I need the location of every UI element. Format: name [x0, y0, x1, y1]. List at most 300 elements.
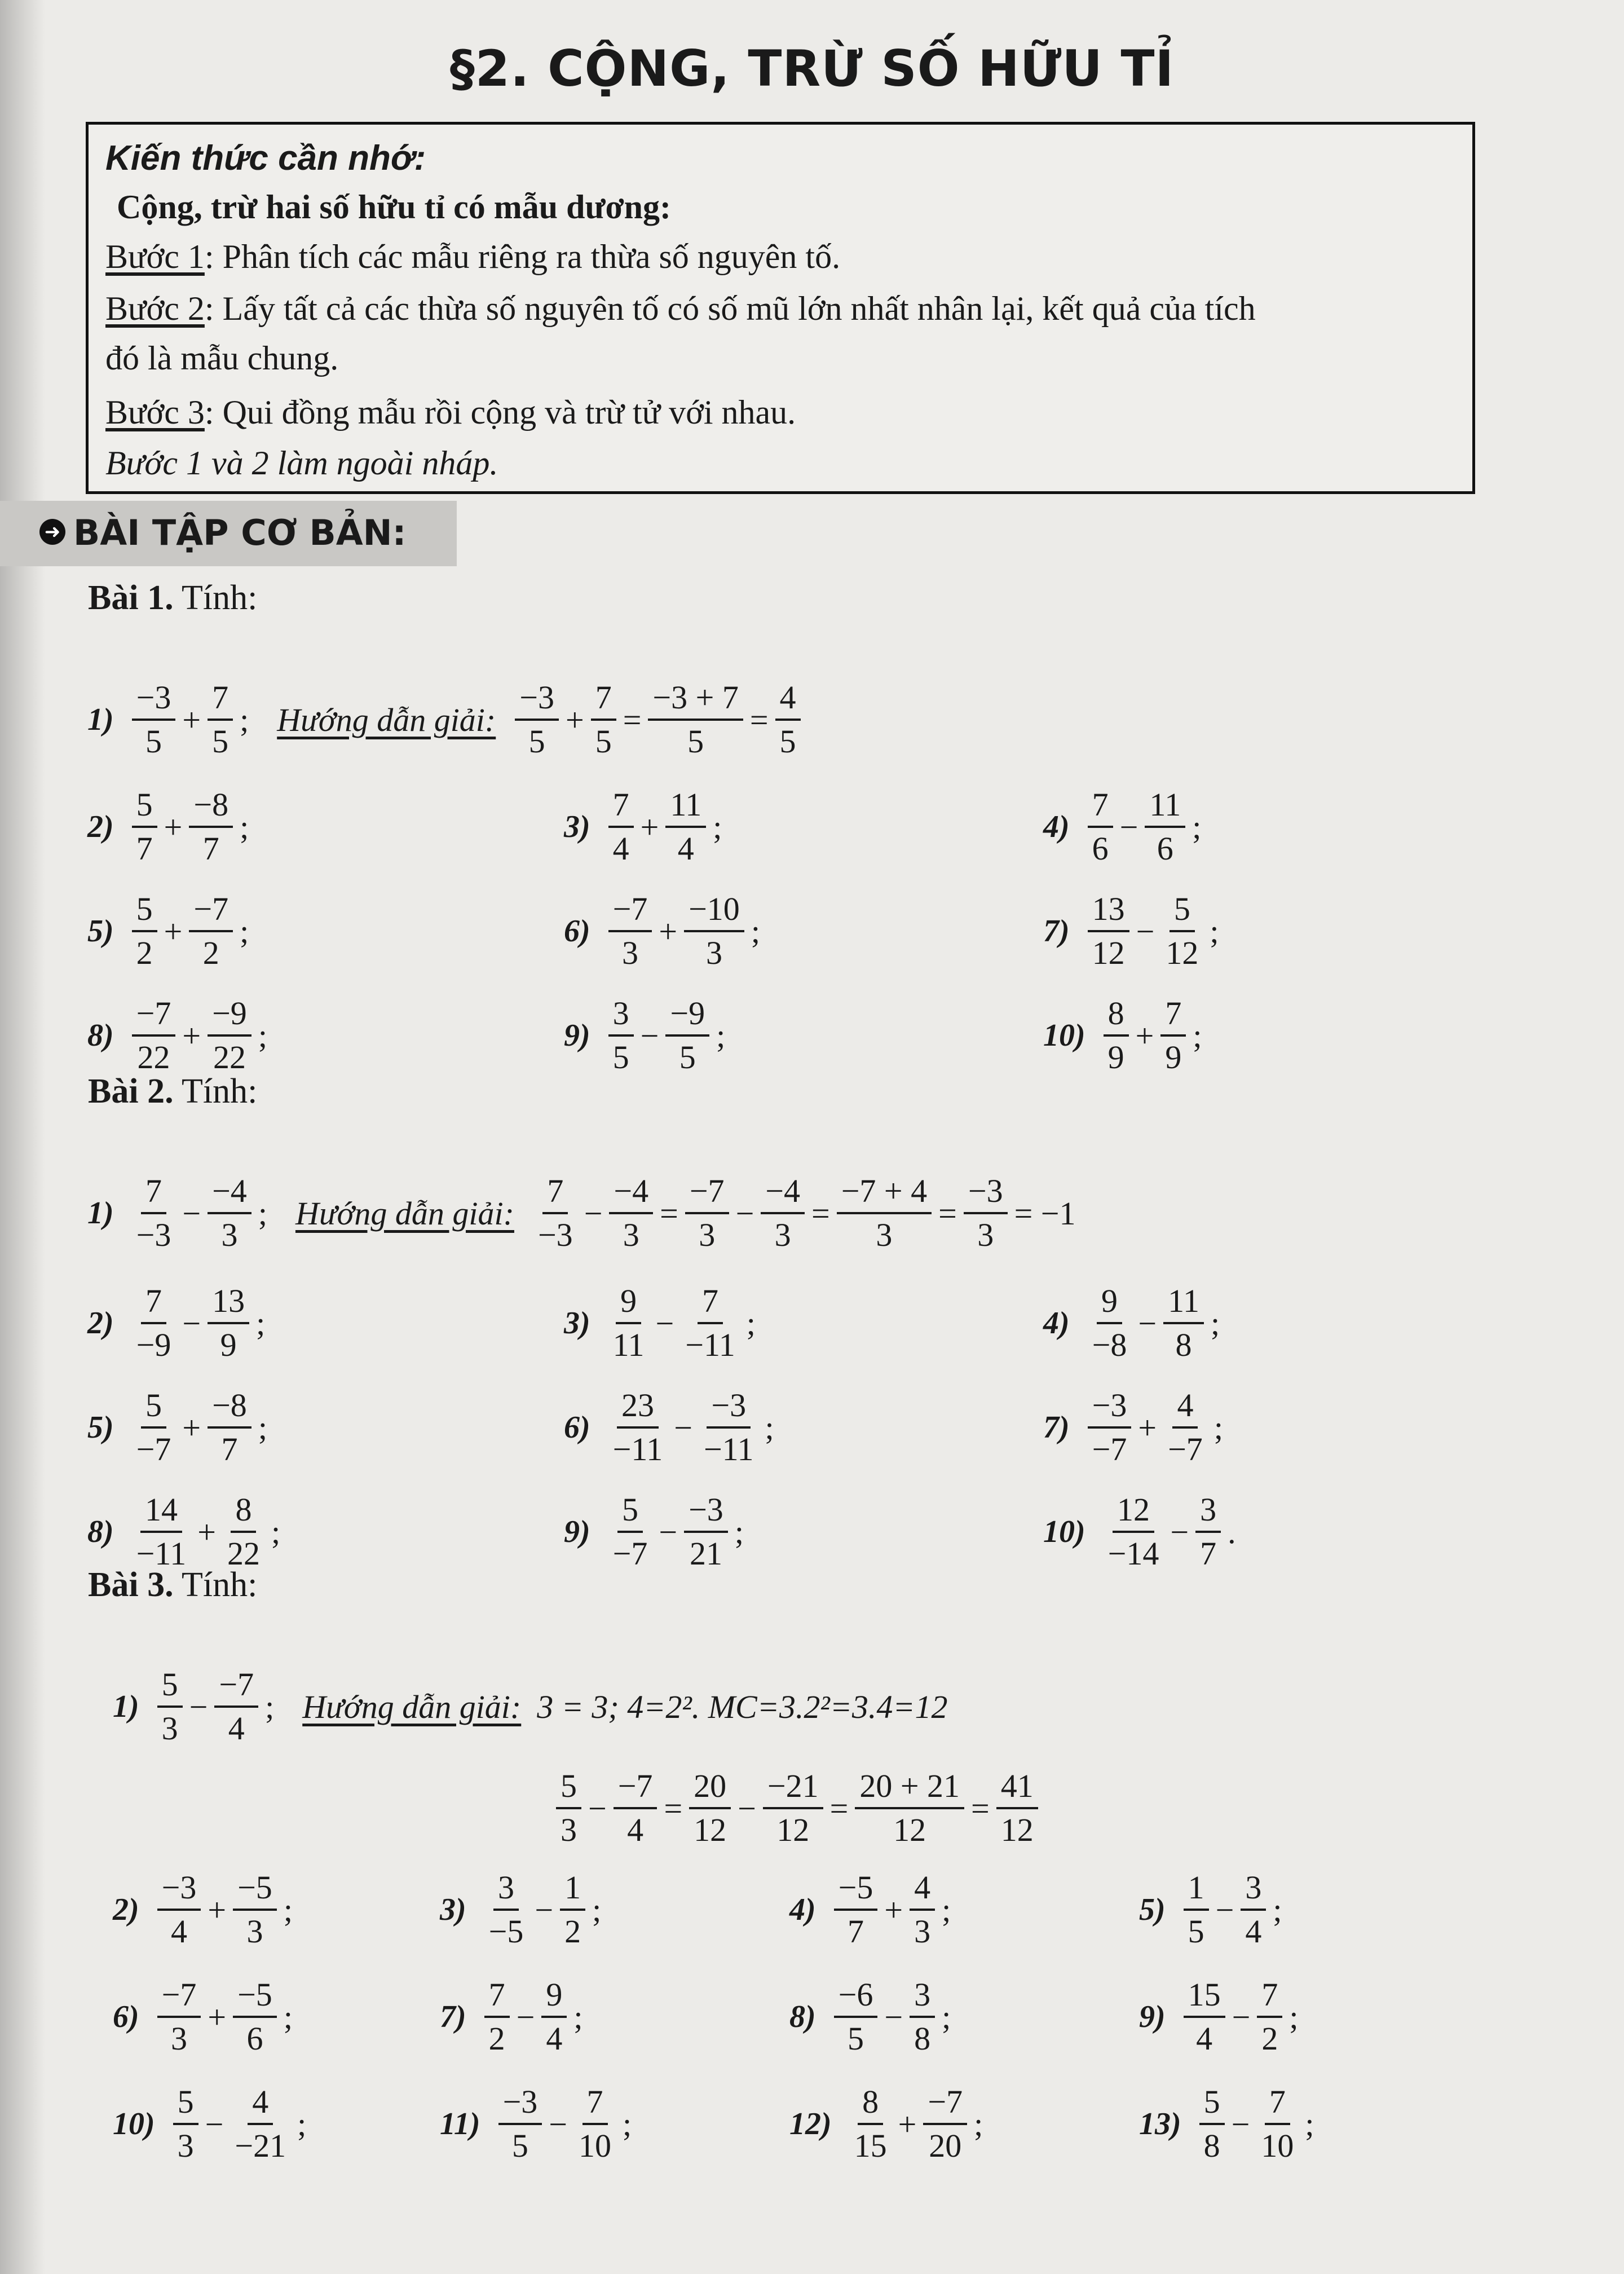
- fraction: [1088, 888, 1129, 974]
- fraction: [515, 677, 559, 763]
- fraction: [775, 677, 801, 763]
- operator: +: [164, 913, 183, 950]
- fraction: [157, 1974, 201, 2060]
- fraction: [763, 1765, 823, 1851]
- numerator: 4: [775, 677, 801, 721]
- punctuation: ;: [283, 1891, 293, 1928]
- denominator: −11: [685, 1326, 735, 1363]
- numerator: 15: [1184, 1974, 1225, 2018]
- fraction: [685, 1170, 729, 1256]
- knowledge-note: Bước 1 và 2 làm ngoài nháp.: [105, 444, 498, 482]
- operator: =: [829, 1790, 849, 1827]
- denominator: 5: [612, 1039, 629, 1076]
- punctuation: ;: [592, 1891, 602, 1928]
- page-title: §2. CỘNG, TRỪ SỐ HỮU TỈ: [449, 39, 1175, 98]
- fraction: [157, 1664, 183, 1749]
- numerator: 5: [132, 784, 157, 828]
- operator: =: [971, 1790, 990, 1827]
- problem-number: 3): [564, 809, 590, 844]
- denominator: 5: [528, 723, 545, 760]
- problem-number: 10): [1043, 1018, 1085, 1053]
- denominator: 9: [1107, 1039, 1124, 1076]
- problem-expression: [113, 2081, 306, 2167]
- fraction: [855, 1765, 964, 1851]
- numerator: −5: [834, 1867, 878, 1911]
- problem-number: 4): [789, 1892, 816, 1927]
- operator: +: [565, 701, 584, 738]
- denominator: 7: [136, 830, 153, 867]
- exercise-label: Bài 2.: [88, 1072, 174, 1110]
- problem-expression: [87, 784, 249, 870]
- operator: −: [738, 1790, 756, 1827]
- denominator: 21: [689, 1535, 722, 1572]
- numerator: 7: [208, 677, 233, 721]
- denominator: 2: [1261, 2020, 1278, 2057]
- fraction: [648, 677, 743, 763]
- problem-expression: [564, 1489, 744, 1575]
- problem-number: 10): [113, 2106, 155, 2141]
- numerator: 5: [1170, 888, 1195, 932]
- denominator: 7: [848, 1913, 864, 1950]
- fraction: [189, 888, 233, 974]
- numerator: −3: [157, 1867, 201, 1911]
- denominator: 2: [564, 1913, 581, 1950]
- problem-expression: [564, 888, 760, 974]
- operator: +: [182, 701, 201, 738]
- step-2-label: Bước 2: [105, 290, 205, 327]
- fraction: [484, 1974, 510, 2060]
- fraction: [1199, 2081, 1225, 2167]
- fraction: [996, 1765, 1038, 1851]
- operator: −: [655, 1305, 674, 1342]
- problem-number: 6): [564, 1410, 590, 1445]
- problem-number: 11): [440, 2106, 480, 2141]
- problem-number: 3): [564, 1306, 590, 1341]
- problem-number: 9): [564, 1018, 590, 1053]
- denominator: −7: [612, 1535, 648, 1572]
- numerator: −3: [707, 1385, 751, 1429]
- numerator: 7: [141, 1280, 166, 1324]
- operator: −: [1138, 1305, 1157, 1342]
- numerator: 13: [208, 1280, 249, 1324]
- punctuation: ;: [256, 1305, 266, 1342]
- denominator: 4: [677, 830, 694, 867]
- denominator: −5: [488, 1913, 524, 1950]
- fraction: [208, 993, 251, 1078]
- numerator: 8: [858, 2081, 883, 2125]
- denominator: 4: [1196, 2020, 1213, 2057]
- denominator: 10: [579, 2127, 611, 2164]
- punctuation: ;: [1273, 1891, 1282, 1928]
- operator: −: [189, 1688, 208, 1725]
- fraction: [173, 2081, 198, 2167]
- fraction: [1184, 1974, 1225, 2060]
- numerator: −21: [763, 1765, 823, 1809]
- operator: −: [659, 1513, 678, 1550]
- fraction: [1160, 993, 1186, 1078]
- punctuation: ;: [1210, 1305, 1220, 1342]
- problem-expression: [87, 1385, 267, 1470]
- operator: +: [208, 1891, 227, 1928]
- numerator: 4: [248, 2081, 273, 2125]
- denominator: 7: [221, 1431, 238, 1467]
- punctuation: ;: [573, 1998, 583, 2035]
- fraction: [233, 1974, 277, 2060]
- fraction: [761, 1170, 805, 1256]
- punctuation: ;: [240, 701, 249, 738]
- fraction: [834, 1974, 878, 2060]
- punctuation: ;: [1192, 808, 1202, 845]
- fraction: [533, 1170, 577, 1256]
- operator: −: [1170, 1513, 1189, 1550]
- numerator: 9: [616, 1280, 641, 1324]
- knowledge-heading: Kiến thức cần nhớ:: [105, 139, 426, 178]
- problem-number: 8): [87, 1018, 114, 1053]
- denominator: 2: [202, 935, 219, 971]
- fraction: [1088, 1385, 1132, 1470]
- problem-number: 2): [113, 1892, 139, 1927]
- fraction: [681, 1280, 740, 1366]
- numerator: 3: [1195, 1489, 1221, 1533]
- numerator: 7: [1257, 1974, 1282, 2018]
- fraction: [608, 1280, 649, 1366]
- numerator: 5: [173, 2081, 198, 2125]
- fraction: [608, 784, 634, 870]
- knowledge-step-2-cont: đó là mẫu chung.: [105, 340, 339, 377]
- fraction: [665, 993, 709, 1078]
- guide-label: Hướng dẫn giải:: [302, 1688, 522, 1725]
- fraction: [910, 1974, 935, 2060]
- denominator: 3: [177, 2127, 194, 2164]
- fraction: [591, 677, 616, 763]
- punctuation: ;: [751, 913, 760, 950]
- numerator: −10: [684, 888, 744, 932]
- fraction: [1241, 1867, 1266, 1953]
- page-edge-shadow: [0, 0, 45, 2274]
- problem-expression: [87, 1489, 280, 1575]
- problem-number: 2): [87, 1306, 114, 1341]
- denominator: 5: [511, 2127, 528, 2164]
- fraction: [484, 1867, 528, 1953]
- fraction: [1104, 1489, 1164, 1575]
- fraction: [1088, 1280, 1132, 1366]
- numerator: −7: [608, 888, 652, 932]
- denominator: −8: [1092, 1326, 1127, 1363]
- numerator: 7: [698, 1280, 723, 1324]
- fraction: [157, 1867, 201, 1953]
- problem-number: 9): [1139, 1999, 1166, 2034]
- problem-number: 5): [1139, 1892, 1166, 1927]
- operator: −: [516, 1998, 535, 2035]
- operator: +: [182, 1409, 201, 1446]
- numerator: 20 + 21: [855, 1765, 964, 1809]
- fraction: [1184, 1867, 1209, 1953]
- punctuation: ;: [240, 808, 249, 845]
- problem-number: 4): [1043, 809, 1070, 844]
- exercise-instruction: Tính:: [181, 1566, 258, 1604]
- denominator: 3: [914, 1913, 931, 1950]
- denominator: 8: [1175, 1326, 1192, 1363]
- denominator: −7: [136, 1431, 171, 1467]
- problem-number: 7): [440, 1999, 466, 2034]
- punctuation: ;: [1305, 2105, 1314, 2143]
- numerator: 20: [689, 1765, 731, 1809]
- operator: −: [1232, 1998, 1251, 2035]
- denominator: 12: [694, 1812, 727, 1848]
- fraction: [684, 888, 744, 974]
- punctuation: ;: [716, 1017, 726, 1054]
- fraction: [208, 1170, 251, 1256]
- problem-number: 3): [440, 1892, 466, 1927]
- problem-expression: [564, 1385, 774, 1470]
- fraction: [132, 1385, 176, 1470]
- punctuation: ;: [974, 2105, 983, 2143]
- fraction: [132, 784, 157, 870]
- problem-expression: [1139, 1867, 1282, 1953]
- denominator: 6: [1092, 830, 1109, 867]
- denominator: 12: [1092, 935, 1125, 971]
- numerator: 7: [542, 1170, 568, 1214]
- operator: +: [1138, 1409, 1157, 1446]
- problem-expression: [1139, 2081, 1314, 2167]
- denominator: −11: [703, 1431, 754, 1467]
- numerator: −4: [208, 1170, 251, 1214]
- denominator: 6: [1157, 830, 1173, 867]
- operator: −: [640, 1017, 659, 1054]
- fraction: [233, 1867, 277, 1953]
- punctuation: ;: [271, 1513, 281, 1550]
- denominator: 3: [622, 935, 639, 971]
- numerator: 7: [484, 1974, 510, 2018]
- problem-number: 8): [789, 1999, 816, 2034]
- fraction: [498, 2081, 542, 2167]
- punctuation: ;: [765, 1409, 774, 1446]
- denominator: 7: [202, 830, 219, 867]
- numerator: 7: [1088, 784, 1113, 828]
- operator: =: [749, 701, 769, 738]
- numerator: 5: [556, 1765, 581, 1809]
- numerator: 7: [591, 677, 616, 721]
- step-1-text: : Phân tích các mẫu riêng ra thừa số nguyên tố.: [204, 238, 841, 275]
- fraction: [1163, 1280, 1204, 1366]
- problem-number: 7): [1043, 914, 1070, 949]
- operator: −: [535, 1891, 554, 1928]
- denominator: 10: [1261, 2127, 1294, 2164]
- numerator: 5: [132, 888, 157, 932]
- numerator: −9: [665, 993, 709, 1037]
- fraction: [556, 1765, 581, 1851]
- denominator: 5: [848, 2020, 864, 2057]
- denominator: 5: [212, 723, 229, 760]
- fraction: [132, 1489, 191, 1575]
- problem-number: 8): [87, 1514, 114, 1549]
- numerator: −9: [208, 993, 251, 1037]
- denominator: 5: [779, 723, 796, 760]
- denominator: −11: [136, 1535, 187, 1572]
- fraction: [608, 888, 652, 974]
- numerator: 14: [140, 1489, 182, 1533]
- fraction: [834, 1867, 878, 1953]
- fraction: [837, 1170, 932, 1256]
- numerator: −7: [923, 2081, 967, 2125]
- problem-expression: [564, 993, 725, 1078]
- guide-label: Hướng dẫn giải:: [277, 701, 496, 738]
- numerator: −7: [614, 1765, 657, 1809]
- denominator: 8: [914, 2020, 931, 2057]
- step-1-label: Bước 1: [105, 238, 205, 275]
- operator: +: [1135, 1017, 1154, 1054]
- fraction: [608, 1489, 652, 1575]
- fraction: [1163, 1385, 1207, 1470]
- operator: +: [182, 1017, 201, 1054]
- problem-expression: [113, 1974, 293, 2060]
- arrow-circle-icon: ➜: [39, 519, 65, 545]
- denominator: 8: [1203, 2127, 1220, 2164]
- operator: +: [898, 2105, 917, 2143]
- numerator: 3: [608, 993, 634, 1037]
- numerator: 5: [617, 1489, 643, 1533]
- section-banner: [0, 501, 457, 566]
- problem-number: 6): [113, 1999, 139, 2034]
- fraction: [608, 1385, 668, 1470]
- numerator: 5: [141, 1385, 166, 1429]
- denominator: 12: [776, 1812, 810, 1848]
- operator: −: [674, 1409, 692, 1446]
- numerator: −5: [233, 1867, 277, 1911]
- numerator: −7: [189, 888, 233, 932]
- denominator: 5: [595, 723, 612, 760]
- numerator: 13: [1088, 888, 1129, 932]
- problem-number: 13): [1139, 2106, 1181, 2141]
- problem-number: 10): [1043, 1514, 1085, 1549]
- denominator: −3: [537, 1217, 573, 1253]
- denominator: 11: [612, 1326, 645, 1363]
- denominator: −7: [1168, 1431, 1203, 1467]
- knowledge-step-2: [105, 289, 1256, 328]
- fraction: [923, 2081, 967, 2167]
- step-3-text: : Qui đồng mẫu rồi cộng và trừ tử với nhau.: [204, 394, 796, 431]
- punctuation: ;: [297, 2105, 307, 2143]
- problem-expression: [564, 784, 722, 870]
- numerator: 8: [1104, 993, 1129, 1037]
- problem-number: 1): [87, 702, 114, 737]
- numerator: 3: [493, 1867, 519, 1911]
- fraction: [684, 1489, 728, 1575]
- numerator: −7: [214, 1664, 258, 1708]
- denominator: 3: [171, 2020, 188, 2057]
- fraction: [574, 2081, 616, 2167]
- operator: +: [197, 1513, 216, 1550]
- punctuation: ;: [713, 808, 722, 845]
- denominator: 4: [171, 1913, 188, 1950]
- numerator: 7: [1265, 2081, 1290, 2125]
- operator: +: [164, 808, 183, 845]
- denominator: 4: [627, 1812, 644, 1848]
- denominator: 9: [220, 1326, 237, 1363]
- problem-number: 9): [564, 1514, 590, 1549]
- numerator: 11: [665, 784, 706, 828]
- operator: −: [1231, 2105, 1250, 2143]
- denominator: 4: [546, 2020, 563, 2057]
- punctuation: ;: [1210, 913, 1219, 950]
- operator: −: [584, 1195, 603, 1232]
- numerator: −3 + 7: [648, 677, 743, 721]
- denominator: 4: [228, 1710, 245, 1747]
- exercise-instruction: Tính:: [181, 1072, 258, 1110]
- punctuation: ;: [258, 1195, 267, 1232]
- numerator: 1: [560, 1867, 585, 1911]
- denominator: −21: [235, 2127, 286, 2164]
- step-2-text: : Lấy tất cả các thừa số nguyên tố có số mũ lớn nhất nhân lại, kết quả của tích: [204, 290, 1256, 327]
- fraction: [208, 1280, 249, 1366]
- denominator: 12: [893, 1812, 926, 1848]
- fraction: [560, 1867, 585, 1953]
- numerator: −4: [609, 1170, 653, 1214]
- punctuation: ;: [1193, 1017, 1202, 1054]
- denominator: 22: [227, 1535, 260, 1572]
- operator: −: [549, 2105, 567, 2143]
- numerator: 5: [157, 1664, 183, 1708]
- operator: =: [660, 1195, 678, 1232]
- problem-expression: [87, 1170, 1079, 1256]
- operator: =: [811, 1195, 830, 1232]
- fraction: [132, 677, 176, 763]
- numerator: 3: [1241, 1867, 1266, 1911]
- denominator: −9: [136, 1326, 171, 1363]
- fraction: [850, 2081, 892, 2167]
- denominator: −11: [612, 1431, 663, 1467]
- operator: =: [664, 1790, 683, 1827]
- fraction: [230, 2081, 290, 2167]
- denominator: −7: [1092, 1431, 1127, 1467]
- numerator: −7: [685, 1170, 729, 1214]
- problem-expression: [1043, 1280, 1220, 1366]
- operator: +: [884, 1891, 903, 1928]
- denominator: 3: [774, 1217, 791, 1253]
- numerator: 1: [1184, 1867, 1209, 1911]
- numerator: −7: [132, 993, 176, 1037]
- problem-number: 2): [87, 809, 114, 844]
- numerator: 12: [1113, 1489, 1154, 1533]
- denominator: 3: [977, 1217, 994, 1253]
- step-3-label: Bước 3: [105, 394, 205, 431]
- operator: =: [623, 701, 642, 738]
- numerator: −3: [1088, 1385, 1132, 1429]
- numerator: 4: [910, 1867, 935, 1911]
- operator: −: [1119, 808, 1138, 845]
- problem-expression: [113, 1867, 293, 1953]
- numerator: −3: [515, 677, 559, 721]
- fraction: [1195, 1489, 1221, 1575]
- numerator: −4: [761, 1170, 805, 1214]
- problem-expression: [564, 1280, 756, 1366]
- denominator: 4: [1245, 1913, 1262, 1950]
- knowledge-step-3: [105, 393, 796, 432]
- operator: −: [588, 1790, 607, 1827]
- operator: +: [659, 913, 678, 950]
- section-label: BÀI TẬP CƠ BẢN:: [73, 512, 407, 553]
- fraction: [132, 1280, 176, 1366]
- punctuation: ;: [240, 913, 249, 950]
- denominator: 4: [612, 830, 629, 867]
- fraction: [665, 784, 706, 870]
- denominator: 3: [699, 1217, 716, 1253]
- fraction: [223, 1489, 264, 1575]
- operator: −: [1215, 1891, 1234, 1928]
- denominator: −3: [136, 1217, 171, 1253]
- fraction: [541, 1974, 567, 2060]
- fraction: [1104, 993, 1129, 1078]
